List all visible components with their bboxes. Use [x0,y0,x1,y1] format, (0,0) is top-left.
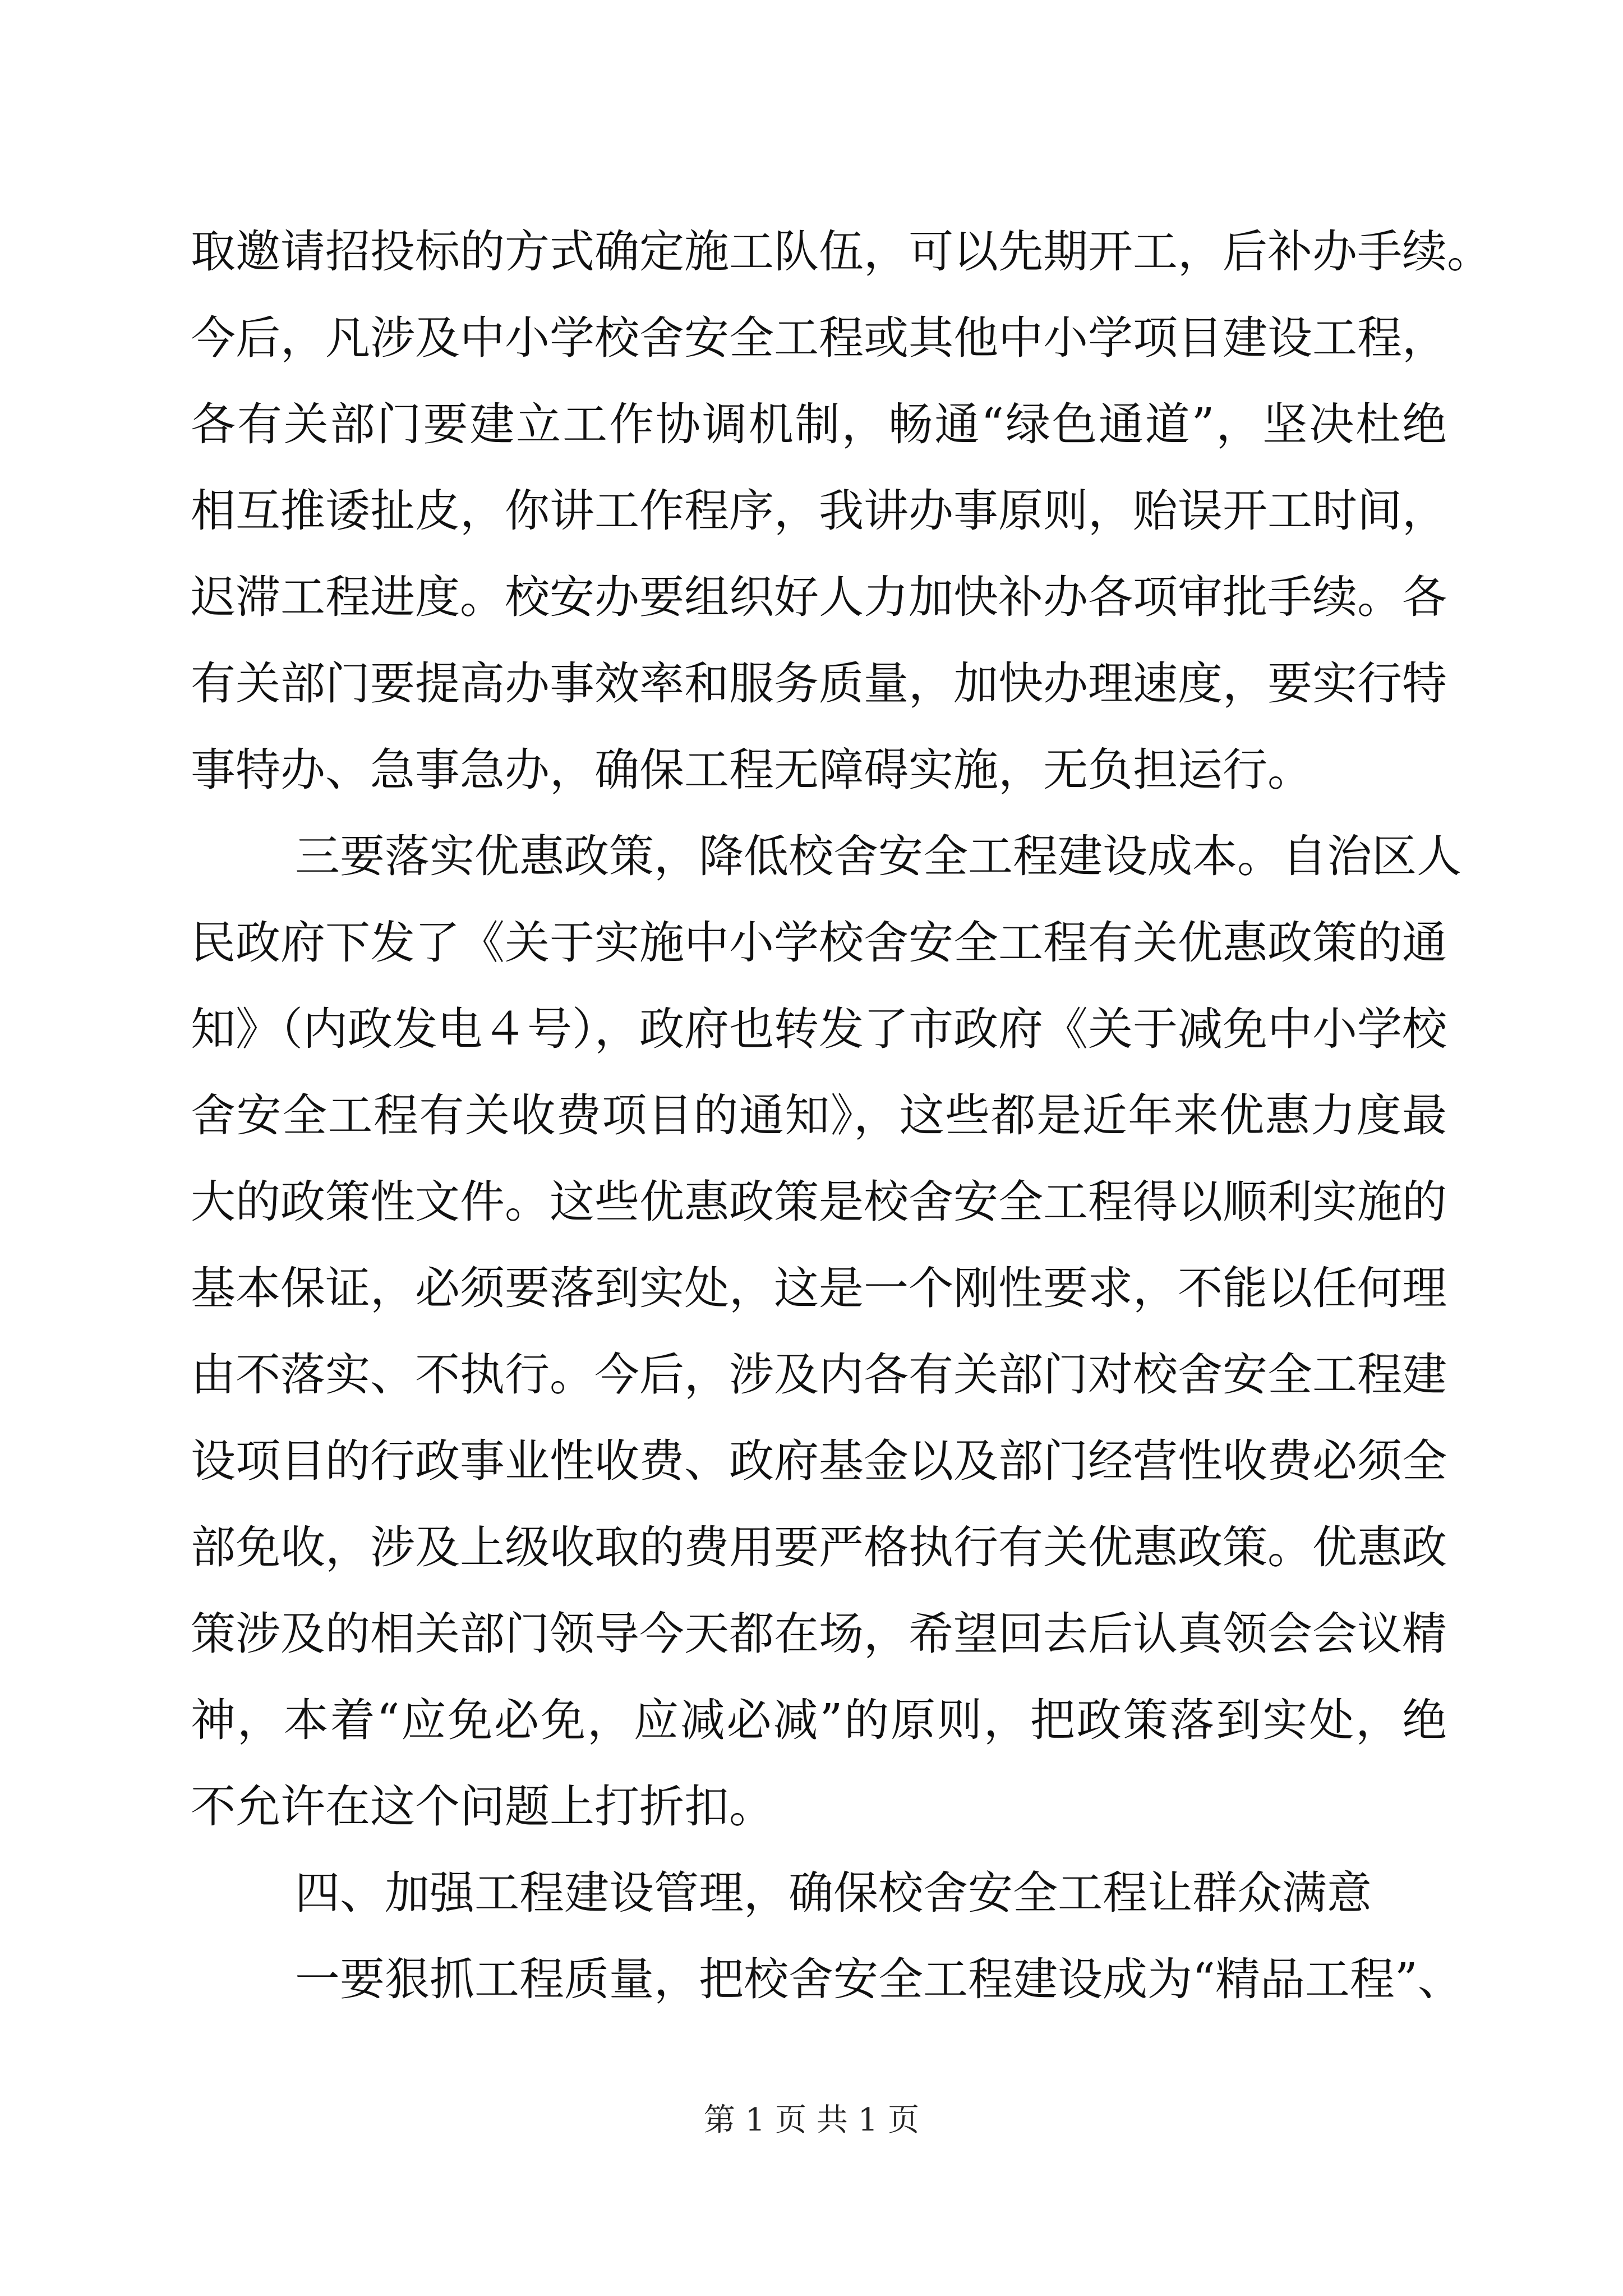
text-line: 大的政策性文件。这些优惠政策是校舍安全工程得以顺利实施的 [191,1176,1447,1228]
text-line: 舍安全工程有关收费项目的通知》，这些都是近年来优惠力度最 [191,1089,1447,1142]
text-line: 不允许在这个问题上打折扣。 [191,1780,774,1833]
text-line: 知》（内政发电４号），政府也转发了市政府《关于减免中小学校 [191,1003,1447,1055]
text-line: 部免收，涉及上级收取的费用要严格执行有关优惠政策。优惠政 [191,1521,1447,1573]
paragraph-start-line: 三要落实优惠政策，降低校舍安全工程建设成本。自治区人 [295,830,1461,882]
paragraph-start-line: 一要狠抓工程质量，把校舍安全工程建设成为“精品工程”、 [295,1953,1463,2005]
text-line: 各有关部门要建立工作协调机制，畅通“绿色通道”，坚决杜绝 [191,398,1447,450]
text-line: 基本保证，必须要落到实处，这是一个刚性要求，不能以任何理 [191,1262,1447,1314]
text-line: 迟滞工程进度。校安办要组织好人力加快补办各项审批手续。各 [191,571,1447,623]
text-line: 由不落实、不执行。今后，涉及内各有关部门对校舍安全工程建 [191,1349,1447,1401]
text-line: 事特办、急事急办，确保工程无障碍实施，无负担运行。 [191,744,1312,796]
text-line: 策涉及的相关部门领导今天都在场，希望回去后认真领会会议精 [191,1608,1447,1660]
text-line: 有关部门要提高办事效率和服务质量，加快办理速度，要实行特 [191,657,1447,710]
text-line: 设项目的行政事业性收费、政府基金以及部门经营性收费必须全 [191,1435,1447,1487]
text-line: 民政府下发了《关于实施中小学校舍安全工程有关优惠政策的通 [191,917,1447,969]
text-line: 相互推诿扯皮，你讲工作程序，我讲办事原则，贻误开工时间， [191,485,1447,537]
text-line: 今后，凡涉及中小学校舍安全工程或其他中小学项目建设工程， [191,312,1447,364]
text-line: 神，本着“应免必免，应减必减”的原则，把政策落到实处，绝 [191,1694,1447,1746]
text-line: 取邀请招投标的方式确定施工队伍，可以先期开工，后补办手续。 [191,226,1492,278]
body-text [191,209,1492,2023]
page-number-footer: 第 1 页 共 1 页 [703,2102,920,2138]
section-heading: 四、加强工程建设管理，确保校舍安全工程让群众满意 [295,1867,1372,1919]
